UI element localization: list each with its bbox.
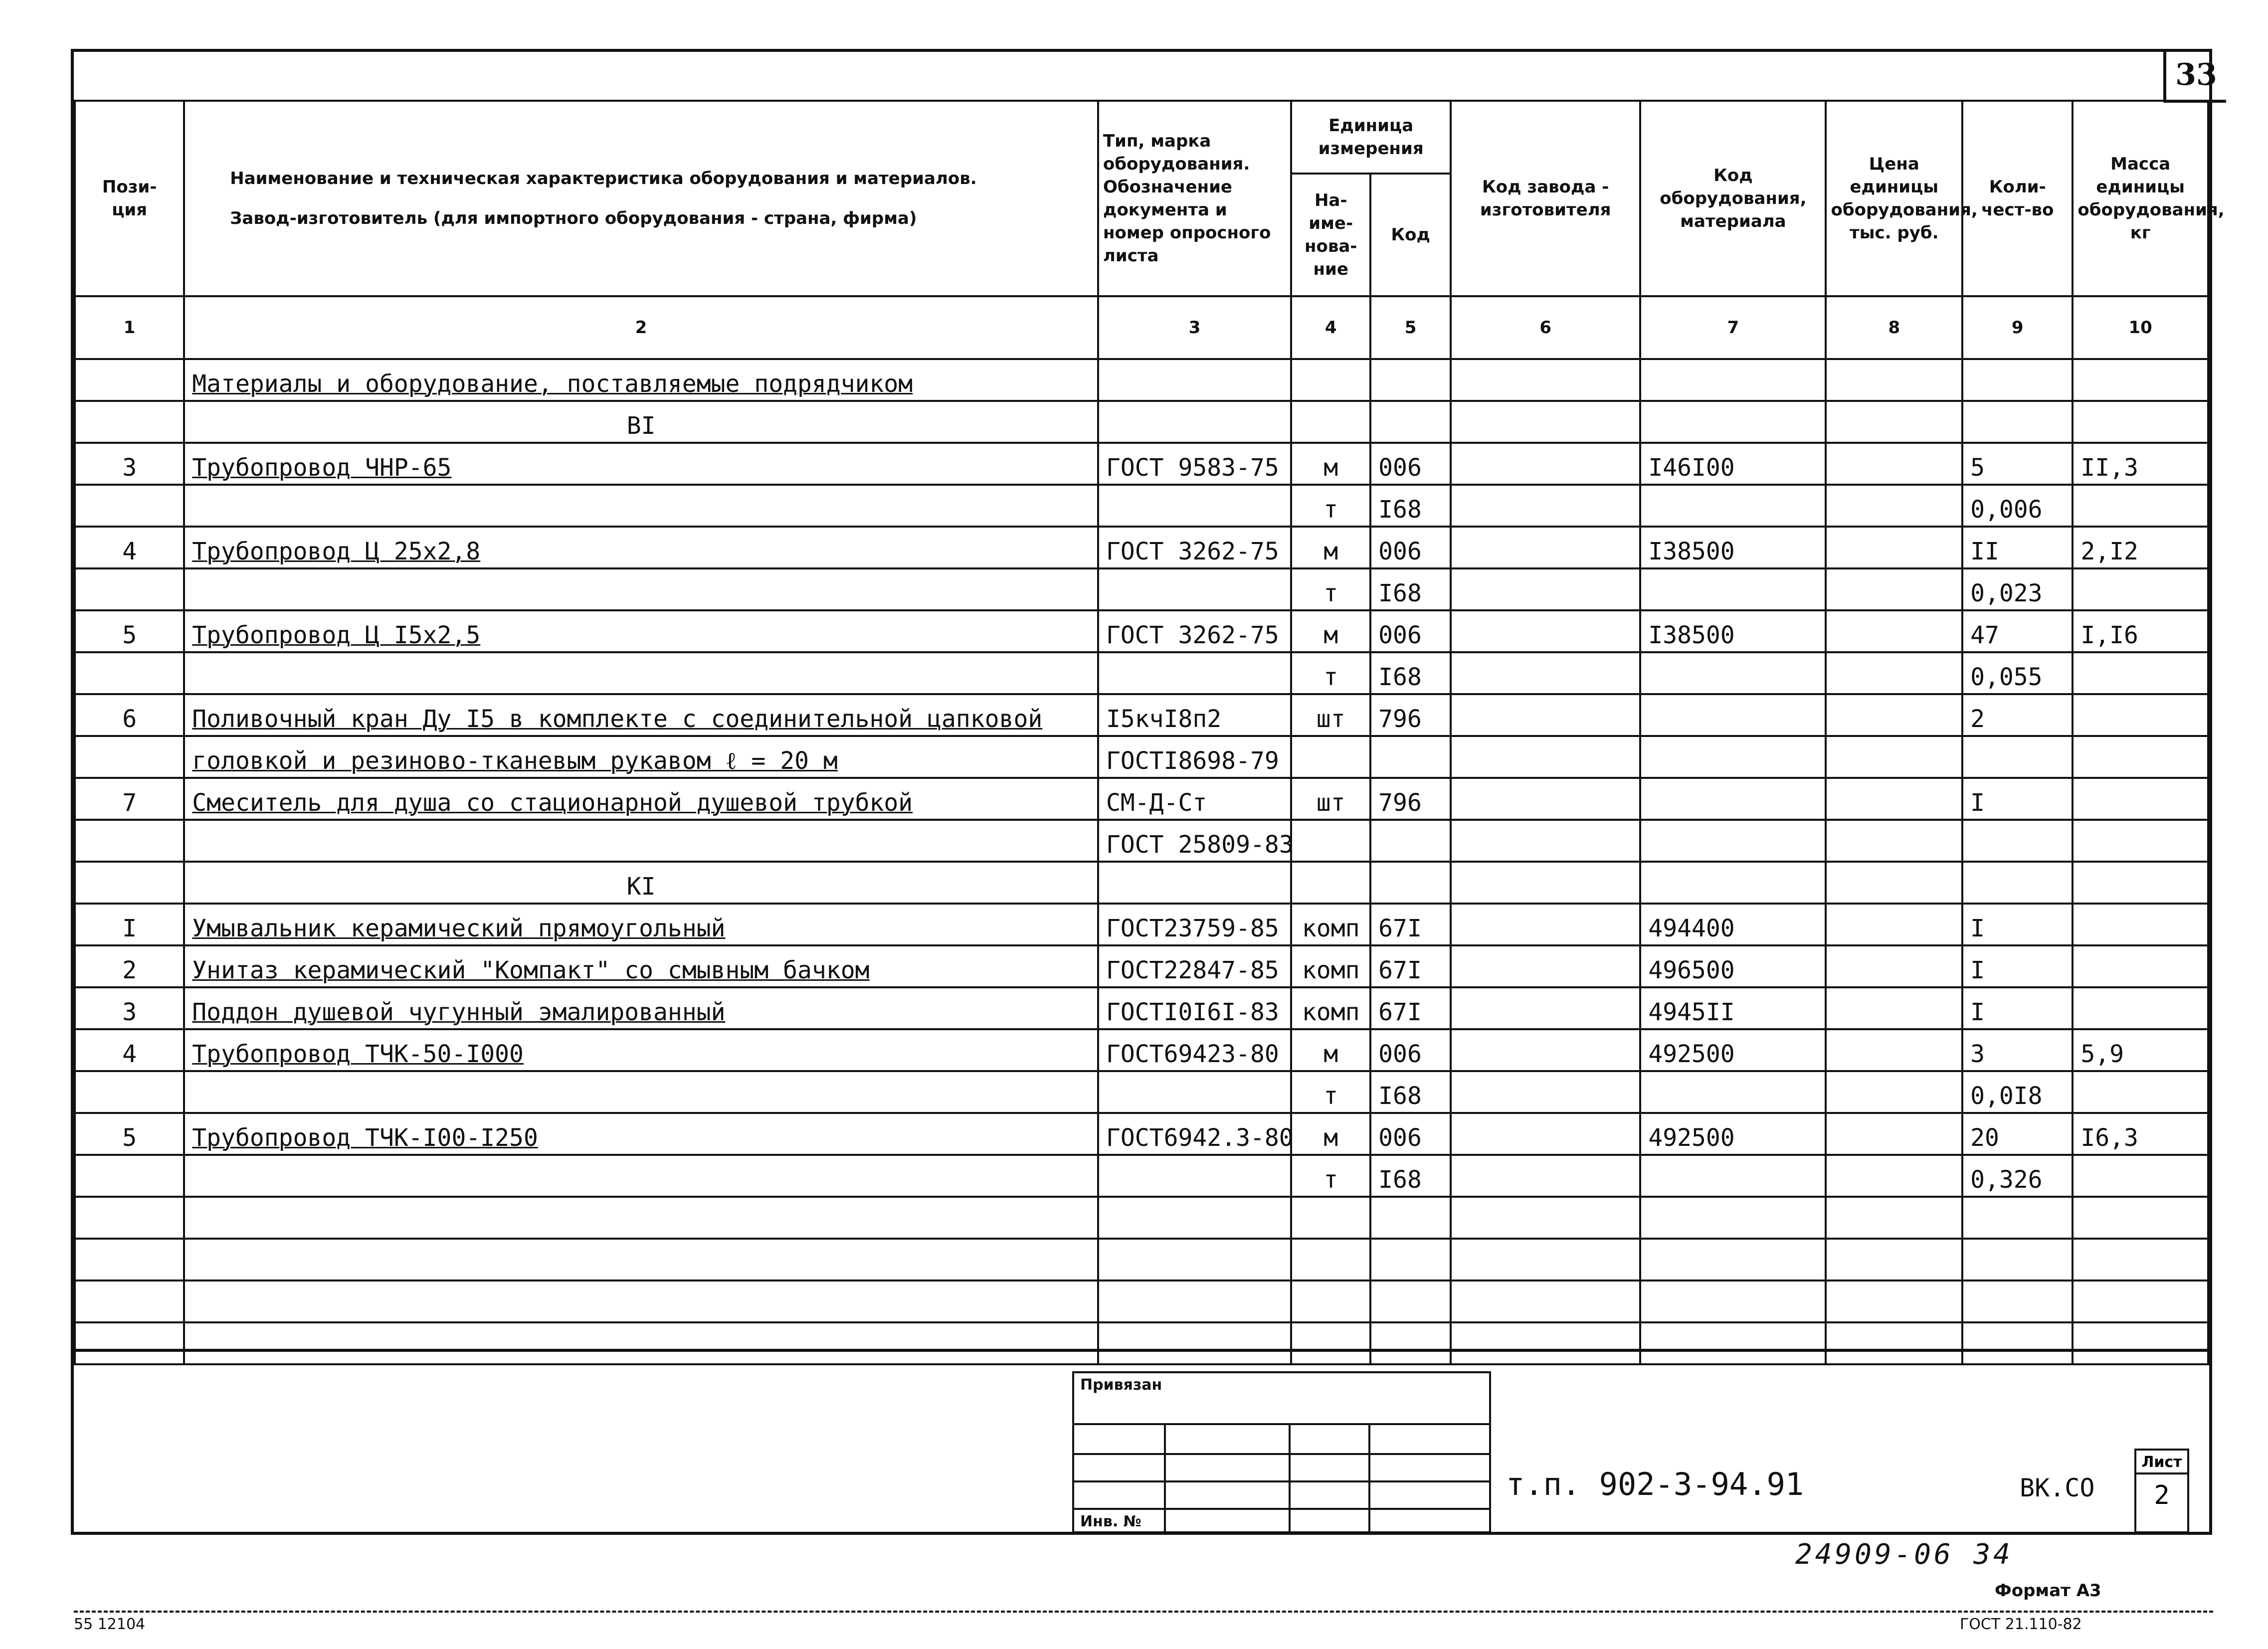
column-number-8: 8 [1826,296,1962,359]
cell-type [1098,1155,1291,1197]
cell-qty [1962,401,2073,443]
table-row [75,568,2208,610]
cell-qty: 0,023 [1962,568,2073,610]
cell-mat-code: 496500 [1640,945,1826,987]
table-row [75,1029,2208,1071]
cell-pos [75,1281,184,1322]
cell-unit: м [1291,1029,1370,1071]
cell-code [1370,1281,1451,1322]
cell-qty [1962,1239,2073,1281]
cell-unit: м [1291,610,1370,652]
cell-name: Трубопровод ТЧК-I00-I250 [184,1113,1098,1155]
inventory-number-label: Инв. № [1080,1513,1141,1530]
cell-mass [2073,987,2208,1029]
cell-type: ГОСТI0I6I-83 [1098,987,1291,1029]
header-factory-code: Код завода - изготовителя [1451,101,1640,296]
cell-price [1826,987,1962,1029]
cell-pos [75,359,184,401]
cell-price [1826,1239,1962,1281]
cell-name: головкой и резиново-тканевым рукавом ℓ = 20 м [184,736,1098,778]
document-code: т.п. 902-3-94.91 [1506,1466,1804,1502]
cell-code: 67I [1370,987,1451,1029]
cell-code: I68 [1370,485,1451,527]
table-row [75,987,2208,1029]
cell-pos [75,1197,184,1239]
cell-name [184,485,1098,527]
cell-unit: м [1291,1113,1370,1155]
cell-factory [1451,945,1640,987]
cell-qty: 0,0I8 [1962,1071,2073,1113]
cell-unit: т [1291,652,1370,694]
cell-code [1370,401,1451,443]
cell-code [1370,359,1451,401]
cell-code: 67I [1370,904,1451,945]
cell-price [1826,945,1962,987]
cell-mass [2073,820,2208,862]
cell-qty [1962,359,2073,401]
cell-factory [1451,1071,1640,1113]
cell-qty [1962,1197,2073,1239]
cell-mat-code [1640,694,1826,736]
cell-pos [75,652,184,694]
cell-unit [1291,1197,1370,1239]
cell-factory [1451,820,1640,862]
cell-unit: комп [1291,987,1370,1029]
cell-mass [2073,945,2208,987]
cell-price [1826,359,1962,401]
cell-unit: шт [1291,778,1370,820]
column-number-5: 5 [1370,296,1451,359]
cell-mass: 2,I2 [2073,527,2208,568]
sheet-number-box [2134,1449,2189,1533]
cell-type: ГОСТ6942.3-80 [1098,1113,1291,1155]
cell-qty: 20 [1962,1113,2073,1155]
cell-mat-code [1640,568,1826,610]
cell-unit: комп [1291,945,1370,987]
cell-qty: I [1962,945,2073,987]
cell-qty [1962,1281,2073,1322]
cell-unit [1291,1281,1370,1322]
document-mark: ВК.СО [2020,1473,2095,1502]
cell-mass [2073,694,2208,736]
cell-factory [1451,610,1640,652]
cell-pos [75,568,184,610]
cell-mat-code: I38500 [1640,527,1826,568]
header-material-code: Код оборудования, материала [1640,101,1826,296]
cell-mass [2073,568,2208,610]
cell-type [1098,1281,1291,1322]
cell-mat-code [1640,401,1826,443]
cell-pos [75,485,184,527]
cell-qty: 2 [1962,694,2073,736]
cell-mass [2073,1197,2208,1239]
table-row [75,652,2208,694]
cell-pos: I [75,904,184,945]
table-row [75,1155,2208,1197]
cell-unit: шт [1291,694,1370,736]
cell-type: СМ-Д-Ст [1098,778,1291,820]
cell-mass [2073,778,2208,820]
cell-mass [2073,1155,2208,1197]
cell-factory [1451,694,1640,736]
cell-mat-code [1640,1197,1826,1239]
cell-price [1826,736,1962,778]
cell-code [1370,736,1451,778]
cell-code: I68 [1370,1155,1451,1197]
cell-mat-code: 492500 [1640,1113,1826,1155]
header-name-line1: Наименование и техническая характеристика оборудования и материалов. [230,169,977,188]
table-row [75,1281,2208,1322]
cell-type: ГОСТ 3262-75 [1098,610,1291,652]
table-row [75,610,2208,652]
cell-name: Трубопровод ТЧК-50-I000 [184,1029,1098,1071]
cell-price [1826,443,1962,485]
cell-name [184,568,1098,610]
cell-code: 67I [1370,945,1451,987]
cell-mat-code [1640,485,1826,527]
cell-price [1826,904,1962,945]
cell-code [1370,820,1451,862]
column-number-row [75,296,2208,359]
cell-name: Трубопровод Ц I5х2,5 [184,610,1098,652]
cell-unit [1291,401,1370,443]
cell-mass [2073,862,2208,904]
cell-name: Материалы и оборудование, поставляемые подрядчиком [184,359,1098,401]
sheet-label: Лист [2136,1453,2187,1474]
table-row [75,736,2208,778]
cell-price [1826,1197,1962,1239]
cell-unit [1291,359,1370,401]
cell-type [1098,652,1291,694]
header-type: Тип, марка оборудования. Обозначение документа и номер опросного листа [1098,101,1291,296]
cell-unit [1291,1239,1370,1281]
cell-code: 006 [1370,1029,1451,1071]
cell-mat-code [1640,652,1826,694]
cell-pos: 3 [75,443,184,485]
cell-pos [75,862,184,904]
cell-pos [75,820,184,862]
cell-unit [1291,736,1370,778]
table-row [75,945,2208,987]
cell-price [1826,485,1962,527]
cell-qty: 47 [1962,610,2073,652]
cell-factory [1451,359,1640,401]
cell-price [1826,401,1962,443]
header-quantity: Коли-чест-во [1962,101,2073,296]
cell-type: ГОСТ23759-85 [1098,904,1291,945]
cell-code: 796 [1370,694,1451,736]
cell-factory [1451,1281,1640,1322]
cell-type [1098,568,1291,610]
cell-factory [1451,1197,1640,1239]
cell-type: ГОСТ22847-85 [1098,945,1291,987]
cell-qty: I [1962,987,2073,1029]
header-position: Пози- ция [75,101,184,296]
table-row [75,862,2208,904]
cell-name [184,1281,1098,1322]
cell-price [1826,778,1962,820]
cell-mat-code: 494400 [1640,904,1826,945]
cell-name [184,1197,1098,1239]
cell-type [1098,485,1291,527]
cell-type [1098,1239,1291,1281]
cell-pos: 5 [75,610,184,652]
cell-pos [75,1239,184,1281]
cell-price [1826,820,1962,862]
cell-price [1826,862,1962,904]
cell-price [1826,568,1962,610]
cell-unit: комп [1291,904,1370,945]
cell-price [1826,527,1962,568]
column-number-3: 3 [1098,296,1291,359]
table-row [75,485,2208,527]
cell-code: 006 [1370,610,1451,652]
cell-name [184,1155,1098,1197]
header-unit: Единица измерения [1291,101,1451,174]
table-body [75,359,2208,1364]
cell-mass [2073,359,2208,401]
cell-name: Трубопровод ЧНР-65 [184,443,1098,485]
cell-factory [1451,401,1640,443]
column-number-9: 9 [1962,296,2073,359]
table-row [75,778,2208,820]
table-row [75,1239,2208,1281]
cell-unit: т [1291,1155,1370,1197]
cell-mass [2073,401,2208,443]
header-unit-name: На-име-нова-ние [1291,174,1370,296]
cell-qty [1962,736,2073,778]
table-row [75,401,2208,443]
cell-factory [1451,736,1640,778]
cell-mat-code [1640,1071,1826,1113]
bottom-rule [74,1611,2213,1613]
cell-pos: 3 [75,987,184,1029]
cell-code: I68 [1370,568,1451,610]
column-number-7: 7 [1640,296,1826,359]
header-mass: Масса единицы оборудования, кг [2073,101,2208,296]
cell-type: ГОСТ 9583-75 [1098,443,1291,485]
cell-name: Поддон душевой чугунный эмалированный [184,987,1098,1029]
cell-mat-code [1640,778,1826,820]
cell-factory [1451,1239,1640,1281]
cell-mat-code [1640,1281,1826,1322]
cell-qty: 0,055 [1962,652,2073,694]
cell-mass [2073,485,2208,527]
cell-mat-code [1640,862,1826,904]
cell-factory [1451,1113,1640,1155]
cell-qty: 3 [1962,1029,2073,1071]
cell-factory [1451,568,1640,610]
cell-price [1826,610,1962,652]
cell-factory [1451,778,1640,820]
cell-mass: II,3 [2073,443,2208,485]
cell-pos: 2 [75,945,184,987]
cell-price [1826,1071,1962,1113]
cell-unit: т [1291,1071,1370,1113]
sheet-value: 2 [2154,1480,2170,1510]
page-number: 33 [2163,50,2226,103]
cell-type: ГОСТ 25809-83 [1098,820,1291,862]
cell-code: I68 [1370,1071,1451,1113]
bottom-right-standard: ГОСТ 21.110-82 [1960,1616,2082,1633]
cell-factory [1451,987,1640,1029]
table-row [75,694,2208,736]
cell-factory [1451,527,1640,568]
header-name [184,101,1098,296]
cell-name: BI [184,401,1098,443]
cell-mat-code [1640,1239,1826,1281]
cell-unit [1291,862,1370,904]
cell-type: I5кчI8п2 [1098,694,1291,736]
cell-qty: II [1962,527,2073,568]
cell-type [1098,359,1291,401]
cell-name: Умывальник керамический прямоугольный [184,904,1098,945]
cell-mat-code: I38500 [1640,610,1826,652]
handwritten-number: 24909-06 34 [1795,1538,2013,1571]
cell-price [1826,1029,1962,1071]
cell-qty: 5 [1962,443,2073,485]
cell-mass: I,I6 [2073,610,2208,652]
cell-type [1098,1197,1291,1239]
cell-code: I68 [1370,652,1451,694]
cell-mat-code [1640,820,1826,862]
cell-mass: 5,9 [2073,1029,2208,1071]
cell-type [1098,1071,1291,1113]
bottom-left-code: 55 12104 [74,1616,146,1633]
cell-factory [1451,1029,1640,1071]
cell-name [184,1239,1098,1281]
table-row [75,527,2208,568]
cell-mat-code [1640,1155,1826,1197]
cell-mat-code [1640,736,1826,778]
column-number-2: 2 [184,296,1098,359]
cell-type [1098,401,1291,443]
cell-mat-code [1640,359,1826,401]
approval-grid [1072,1371,1491,1533]
table-row [75,1071,2208,1113]
cell-mass [2073,1071,2208,1113]
cell-unit: т [1291,568,1370,610]
cell-mass [2073,736,2208,778]
cell-factory [1451,443,1640,485]
cell-unit: м [1291,527,1370,568]
header-row-1 [75,101,2208,174]
cell-mass [2073,652,2208,694]
cell-qty [1962,862,2073,904]
table-row [75,904,2208,945]
header-unit-code: Код [1370,174,1451,296]
cell-mat-code: 492500 [1640,1029,1826,1071]
column-number-10: 10 [2073,296,2208,359]
table-row [75,443,2208,485]
column-number-4: 4 [1291,296,1370,359]
cell-mass [2073,1281,2208,1322]
cell-unit: м [1291,443,1370,485]
column-number-6: 6 [1451,296,1640,359]
cell-name [184,652,1098,694]
table-row [75,359,2208,401]
header-price: Цена единицы оборудования, тыс. руб. [1826,101,1962,296]
cell-unit [1291,820,1370,862]
cell-name: Унитаз керамический "Компакт" со смывным бачком [184,945,1098,987]
table-row [75,1113,2208,1155]
cell-pos [75,1155,184,1197]
cell-name: Поливочный кран Ду I5 в комплекте с соединительной цапковой [184,694,1098,736]
cell-qty: 0,326 [1962,1155,2073,1197]
cell-price [1826,694,1962,736]
table-row [75,820,2208,862]
cell-code [1370,862,1451,904]
cell-mat-code: 4945II [1640,987,1826,1029]
cell-pos: 7 [75,778,184,820]
cell-type: ГОСТ 3262-75 [1098,527,1291,568]
cell-mass [2073,904,2208,945]
cell-pos [75,1071,184,1113]
cell-price [1826,652,1962,694]
table-row [75,1197,2208,1239]
cell-pos: 4 [75,1029,184,1071]
column-number-1: 1 [75,296,184,359]
cell-pos: 6 [75,694,184,736]
cell-type [1098,862,1291,904]
cell-code: 006 [1370,527,1451,568]
cell-name: KI [184,862,1098,904]
cell-qty: 0,006 [1962,485,2073,527]
specification-table [74,100,2225,1365]
cell-qty [1962,820,2073,862]
cell-factory [1451,485,1640,527]
cell-pos: 5 [75,1113,184,1155]
cell-mass: I6,3 [2073,1113,2208,1155]
cell-mat-code: I46I00 [1640,443,1826,485]
privyazan-label: Привязан [1080,1376,1162,1394]
cell-price [1826,1281,1962,1322]
cell-qty: I [1962,904,2073,945]
cell-type: ГОСТ69423-80 [1098,1029,1291,1071]
cell-code: 006 [1370,443,1451,485]
format-label: Формат А3 [1995,1581,2101,1601]
cell-factory [1451,652,1640,694]
cell-code: 796 [1370,778,1451,820]
cell-pos: 4 [75,527,184,568]
cell-name: Трубопровод Ц 25х2,8 [184,527,1098,568]
cell-pos [75,736,184,778]
cell-price [1826,1155,1962,1197]
cell-pos [75,401,184,443]
cell-factory [1451,904,1640,945]
cell-name [184,1071,1098,1113]
cell-name: Смеситель для душа со стационарной душевой трубкой [184,778,1098,820]
cell-type: ГОСТI8698-79 [1098,736,1291,778]
cell-code [1370,1197,1451,1239]
cell-code [1370,1239,1451,1281]
cell-mass [2073,1239,2208,1281]
cell-factory [1451,1155,1640,1197]
cell-factory [1451,862,1640,904]
cell-code: 006 [1370,1113,1451,1155]
cell-qty: I [1962,778,2073,820]
cell-price [1826,1113,1962,1155]
header-name-line2: Завод-изготовитель (для импортного оборудования - страна, фирма) [230,208,917,228]
cell-name [184,820,1098,862]
cell-unit: т [1291,485,1370,527]
